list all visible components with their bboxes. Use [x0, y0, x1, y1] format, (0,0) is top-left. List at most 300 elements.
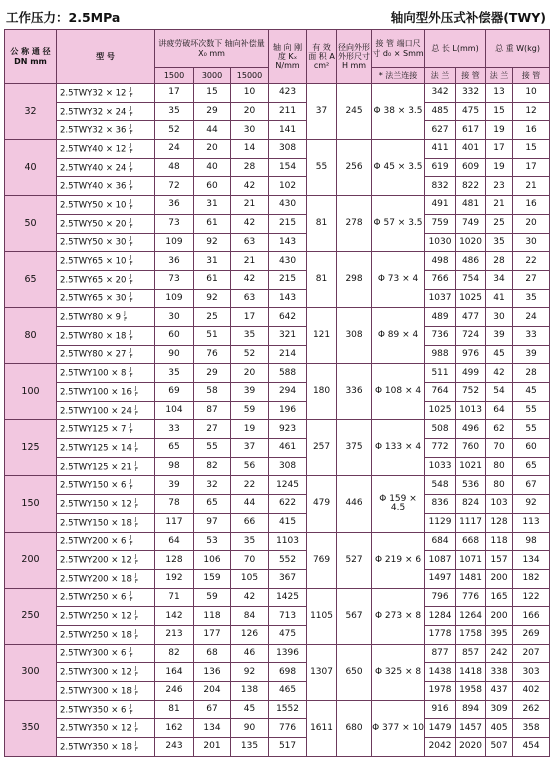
jf-mark-j: J [129, 479, 132, 486]
wf-cell: 28 [486, 252, 513, 271]
lp-cell: 1021 [456, 457, 486, 476]
connect-cell: Φ 325 × 8 [372, 644, 425, 700]
wp-cell: 17 [513, 158, 550, 177]
table-row [5, 102, 550, 121]
c3000-cell: 67 [194, 700, 231, 719]
lp-cell: 754 [456, 270, 486, 289]
c15000-cell: 138 [231, 682, 269, 701]
wp-cell: 33 [513, 326, 550, 345]
lp-cell: 1418 [456, 663, 486, 682]
jf-mark-j: J [134, 554, 137, 561]
lp-cell: 1020 [456, 233, 486, 252]
c3000-cell: 20 [194, 140, 231, 159]
jf-mark-j: J [129, 329, 132, 336]
jf-mark-j: J [134, 740, 137, 747]
kx-cell: 517 [269, 738, 307, 757]
wf-cell: 128 [486, 513, 513, 532]
c1500-cell: 117 [155, 513, 194, 532]
od-cell: 446 [337, 476, 372, 532]
lf-cell: 764 [425, 383, 456, 402]
model-cell [57, 196, 155, 215]
model-cell [57, 308, 155, 327]
wp-cell: 16 [513, 121, 550, 140]
wf-cell: 15 [486, 102, 513, 121]
lf-cell: 832 [425, 177, 456, 196]
table-row [5, 401, 550, 420]
lf-cell: 1033 [425, 457, 456, 476]
lp-cell: 609 [456, 158, 486, 177]
jf-mark [129, 591, 132, 603]
jf-mark-j: J [129, 647, 132, 654]
wp-cell: 16 [513, 196, 550, 215]
c3000-cell: 60 [194, 177, 231, 196]
wf-cell: 200 [486, 569, 513, 588]
model-text: 2.5TWY125 × 14 [60, 443, 132, 454]
c1500-cell: 246 [155, 682, 194, 701]
c15000-cell: 63 [231, 233, 269, 252]
kx-cell: 588 [269, 364, 307, 383]
lf-cell: 684 [425, 532, 456, 551]
c15000-cell: 19 [231, 420, 269, 439]
lf-cell: 2042 [425, 738, 456, 757]
table-row [5, 233, 550, 252]
c3000-cell: 29 [194, 364, 231, 383]
wf-cell: 62 [486, 420, 513, 439]
od-cell: 256 [337, 140, 372, 196]
jf-mark-j: J [134, 610, 137, 617]
c1500-cell: 213 [155, 625, 194, 644]
table-row [5, 383, 550, 402]
model-cell [57, 345, 155, 364]
table-row [5, 682, 550, 701]
table-row [5, 345, 550, 364]
model-text: 2.5TWY50 × 30 [60, 237, 127, 248]
jf-mark-j: J [129, 292, 132, 299]
jf-mark-f: F [129, 148, 133, 155]
area-cell: 257 [307, 420, 337, 476]
lf-cell: 508 [425, 420, 456, 439]
c3000-cell: 44 [194, 121, 231, 140]
c3000-cell: 31 [194, 196, 231, 215]
model-cell [57, 177, 155, 196]
model-text: 2.5TWY50 × 20 [60, 219, 127, 230]
model-text: 2.5TWY350 × 6 [60, 705, 127, 716]
wf-cell: 70 [486, 439, 513, 458]
c1500-cell: 35 [155, 102, 194, 121]
kx-cell: 776 [269, 719, 307, 738]
c1500-cell: 162 [155, 719, 194, 738]
model-text: 2.5TWY125 × 7 [60, 424, 127, 435]
c3000-cell: 55 [194, 439, 231, 458]
wf-cell: 118 [486, 532, 513, 551]
c15000-cell: 28 [231, 158, 269, 177]
jf-mark-j: J [129, 535, 132, 542]
lf-cell: 1438 [425, 663, 456, 682]
c1500-cell: 30 [155, 308, 194, 327]
kx-cell: 308 [269, 457, 307, 476]
jf-mark [135, 722, 138, 734]
c3000-cell: 15 [194, 84, 231, 103]
jf-mark-j: J [134, 572, 137, 579]
model-cell [57, 121, 155, 140]
model-cell [57, 551, 155, 570]
jf-mark-j: J [134, 666, 137, 673]
lf-cell: 1497 [425, 569, 456, 588]
stiffness-header: 轴 向 刚 度 Kₓ N/mm [269, 30, 307, 84]
model-cell [57, 326, 155, 345]
model-cell [57, 270, 155, 289]
jf-mark [129, 479, 132, 491]
model-text: 2.5TWY40 × 24 [60, 163, 127, 174]
header-bar [6, 8, 546, 26]
table-row [5, 84, 550, 103]
lf-cell: 411 [425, 140, 456, 159]
jf-mark-f: F [129, 429, 133, 436]
lf-cell: 342 [425, 84, 456, 103]
lp-cell: 481 [456, 196, 486, 215]
kx-cell: 215 [269, 270, 307, 289]
wf-cell: 64 [486, 401, 513, 420]
wf-cell: 80 [486, 476, 513, 495]
c15000-cell: 42 [231, 270, 269, 289]
lp-cell: 752 [456, 383, 486, 402]
table-row [5, 476, 550, 495]
model-cell [57, 569, 155, 588]
lf-cell: 836 [425, 495, 456, 514]
kx-cell: 642 [269, 308, 307, 327]
table-row [5, 551, 550, 570]
wf-cell: 34 [486, 270, 513, 289]
model-cell [57, 607, 155, 626]
model-text: 2.5TWY250 × 6 [60, 592, 127, 603]
jf-mark-f: F [129, 186, 133, 193]
c1500-cell: 69 [155, 383, 194, 402]
model-text: 2.5TWY150 × 6 [60, 480, 127, 491]
c1500-cell: 128 [155, 551, 194, 570]
model-text: 2.5TWY350 × 12 [60, 723, 132, 734]
lp-cell: 976 [456, 345, 486, 364]
wp-cell: 20 [513, 214, 550, 233]
kx-cell: 430 [269, 252, 307, 271]
jf-mark-f: F [129, 541, 133, 548]
model-cell [57, 513, 155, 532]
dn-cell: 80 [5, 308, 57, 364]
kx-cell: 923 [269, 420, 307, 439]
lp-cell: 1958 [456, 682, 486, 701]
wp-cell: 28 [513, 364, 550, 383]
kx-cell: 430 [269, 196, 307, 215]
jf-mark-j: J [129, 161, 132, 168]
c15000-cell: 35 [231, 532, 269, 551]
table-row [5, 644, 550, 663]
kx-cell: 698 [269, 663, 307, 682]
model-text: 2.5TWY200 × 18 [60, 574, 132, 585]
connect-cell: Φ 133 × 4 [372, 420, 425, 476]
dn-header: 公 称 通 径 DN mm [5, 30, 57, 84]
lp-cell: 2020 [456, 738, 486, 757]
c3000-cell: 29 [194, 102, 231, 121]
lf-cell: 1030 [425, 233, 456, 252]
lf-cell: 877 [425, 644, 456, 663]
table-row [5, 513, 550, 532]
table-row [5, 214, 550, 233]
c3000-cell: 53 [194, 532, 231, 551]
lp-cell: 760 [456, 439, 486, 458]
wp-cell: 207 [513, 644, 550, 663]
lf-cell: 1978 [425, 682, 456, 701]
model-cell [57, 439, 155, 458]
wf-cell: 39 [486, 326, 513, 345]
model-text: 2.5TWY32 × 12 [60, 88, 127, 99]
lp-cell: 475 [456, 102, 486, 121]
od-cell: 245 [337, 84, 372, 140]
jf-mark [129, 330, 132, 342]
kx-cell: 552 [269, 551, 307, 570]
model-cell [57, 532, 155, 551]
model-text: 2.5TWY50 × 10 [60, 200, 127, 211]
model-text: 2.5TWY80 × 9 [60, 312, 122, 323]
model-text: 2.5TWY32 × 24 [60, 107, 127, 118]
c3000-cell: 118 [194, 607, 231, 626]
kx-cell: 461 [269, 439, 307, 458]
c1500-cell: 109 [155, 289, 194, 308]
c3000-cell: 61 [194, 214, 231, 233]
kx-cell: 143 [269, 233, 307, 252]
area-cell: 55 [307, 140, 337, 196]
kx-cell: 102 [269, 177, 307, 196]
jf-mark-j: J [129, 198, 132, 205]
area-cell: 769 [307, 532, 337, 588]
lf-cell: 766 [425, 270, 456, 289]
model-text: 2.5TWY40 × 12 [60, 144, 127, 155]
model-text: 2.5TWY350 × 18 [60, 742, 132, 753]
jf-mark-j: J [134, 441, 137, 448]
dn-cell: 300 [5, 644, 57, 700]
c15000-cell: 90 [231, 719, 269, 738]
lp-cell: 1117 [456, 513, 486, 532]
lf-cell: 485 [425, 102, 456, 121]
table-row [5, 289, 550, 308]
connect-cell: Φ 273 × 8 [372, 588, 425, 644]
wp-cell: 10 [513, 84, 550, 103]
model-text: 2.5TWY100 × 24 [60, 406, 132, 417]
lf-cell: 1778 [425, 625, 456, 644]
kx-cell: 423 [269, 84, 307, 103]
dn-cell: 125 [5, 420, 57, 476]
dn-cell: 32 [5, 84, 57, 140]
jf-mark-j: J [129, 86, 132, 93]
model-cell [57, 214, 155, 233]
kx-cell: 465 [269, 682, 307, 701]
wf-cell: 13 [486, 84, 513, 103]
connect-cell: Φ 45 × 3.5 [372, 140, 425, 196]
connect-cell: Φ 57 × 3.5 [372, 196, 425, 252]
jf-mark-j: J [129, 423, 132, 430]
jf-mark-f: F [129, 335, 133, 342]
model-cell [57, 140, 155, 159]
jf-mark-j: J [129, 180, 132, 187]
c1500-cell: 164 [155, 663, 194, 682]
wp-cell: 98 [513, 532, 550, 551]
c15000-cell: 126 [231, 625, 269, 644]
model-text: 2.5TWY80 × 18 [60, 331, 127, 342]
table-row [5, 457, 550, 476]
wf-cell: 405 [486, 719, 513, 738]
table-row [5, 121, 550, 140]
c1500-cell: 36 [155, 252, 194, 271]
od-cell: 298 [337, 252, 372, 308]
cycles-3000-header: 3000 [194, 68, 231, 84]
jf-mark-j: J [134, 628, 137, 635]
jf-mark-f: F [129, 261, 133, 268]
lp-cell: 824 [456, 495, 486, 514]
jf-mark [129, 274, 132, 286]
model-cell [57, 420, 155, 439]
table-row [5, 364, 550, 383]
model-cell [57, 84, 155, 103]
wp-cell: 358 [513, 719, 550, 738]
c1500-cell: 24 [155, 140, 194, 159]
table-head [5, 30, 550, 84]
c3000-cell: 40 [194, 158, 231, 177]
wf-cell: 17 [486, 140, 513, 159]
c3000-cell: 136 [194, 663, 231, 682]
lf-cell: 1284 [425, 607, 456, 626]
model-text: 2.5TWY80 × 27 [60, 349, 127, 360]
spec-table [4, 29, 550, 757]
jf-mark-j: J [129, 217, 132, 224]
c15000-cell: 56 [231, 457, 269, 476]
kx-cell: 475 [269, 625, 307, 644]
wp-cell: 12 [513, 102, 550, 121]
connect-cell: Φ 377 × 10 [372, 700, 425, 756]
lp-cell: 332 [456, 84, 486, 103]
model-cell [57, 233, 155, 252]
lp-cell: 401 [456, 140, 486, 159]
jf-mark-f: F [129, 204, 133, 211]
wp-cell: 113 [513, 513, 550, 532]
lf-cell: 796 [425, 588, 456, 607]
jf-mark-j: J [129, 367, 132, 374]
area-cell: 1307 [307, 644, 337, 700]
connect-subheader: * 法兰连接 [372, 68, 425, 84]
jf-mark-j: J [124, 311, 126, 318]
c1500-cell: 192 [155, 569, 194, 588]
model-text: 2.5TWY125 × 21 [60, 462, 132, 473]
model-cell [57, 102, 155, 121]
c1500-cell: 98 [155, 457, 194, 476]
wp-cell: 24 [513, 308, 550, 327]
jf-mark [129, 180, 132, 192]
table-row [5, 719, 550, 738]
wp-cell: 262 [513, 700, 550, 719]
jf-mark-f: F [134, 560, 139, 567]
wp-cell: 303 [513, 663, 550, 682]
lf-cell: 548 [425, 476, 456, 495]
wp-cell: 30 [513, 233, 550, 252]
c1500-cell: 35 [155, 364, 194, 383]
c15000-cell: 59 [231, 401, 269, 420]
jf-mark-j: J [134, 516, 137, 523]
lf-cell: 489 [425, 308, 456, 327]
wf-cell: 30 [486, 308, 513, 327]
area-cell: 81 [307, 252, 337, 308]
wf-cell: 80 [486, 457, 513, 476]
c1500-cell: 73 [155, 214, 194, 233]
c3000-cell: 106 [194, 551, 231, 570]
kx-cell: 294 [269, 383, 307, 402]
jf-mark-f: F [134, 672, 139, 679]
jf-mark [129, 106, 132, 118]
model-cell [57, 476, 155, 495]
jf-mark-f: F [124, 317, 128, 324]
jf-mark-f: F [129, 111, 133, 118]
wp-cell: 45 [513, 383, 550, 402]
table-row [5, 439, 550, 458]
lf-cell: 511 [425, 364, 456, 383]
c15000-cell: 21 [231, 196, 269, 215]
jf-mark-f: F [129, 92, 133, 99]
wp-cell: 35 [513, 289, 550, 308]
table-row [5, 607, 550, 626]
wf-cell: 437 [486, 682, 513, 701]
model-text: 2.5TWY32 × 36 [60, 125, 127, 136]
jf-mark-j: J [134, 497, 137, 504]
dn-cell: 65 [5, 252, 57, 308]
jf-mark [124, 311, 127, 323]
c1500-cell: 33 [155, 420, 194, 439]
c1500-cell: 104 [155, 401, 194, 420]
area-cell: 121 [307, 308, 337, 364]
kx-cell: 154 [269, 158, 307, 177]
jf-mark-j: J [129, 348, 132, 355]
jf-mark [129, 535, 132, 547]
wp-cell: 15 [513, 140, 550, 159]
od-header: 径向外形 外形尺寸 H mm [337, 30, 372, 84]
jf-mark [129, 124, 132, 136]
model-text: 2.5TWY300 × 12 [60, 667, 132, 678]
model-cell [57, 719, 155, 738]
c15000-cell: 84 [231, 607, 269, 626]
wp-cell: 22 [513, 252, 550, 271]
lp-cell: 477 [456, 308, 486, 327]
kx-cell: 214 [269, 345, 307, 364]
c1500-cell: 65 [155, 439, 194, 458]
model-text: 2.5TWY200 × 6 [60, 536, 127, 547]
jf-mark [135, 442, 138, 454]
table-row [5, 569, 550, 588]
connect-header: 接 管 端口尺寸 d₀ × Smm [372, 30, 425, 68]
displacement-header: 讲疲劳破坏次数下 轴向补偿量 X₀ mm [155, 30, 269, 68]
weight-header: 总 重 W(kg) [486, 30, 550, 68]
lf-cell: 988 [425, 345, 456, 364]
lp-cell: 496 [456, 420, 486, 439]
model-text: 2.5TWY200 × 12 [60, 555, 132, 566]
jf-mark [135, 461, 138, 473]
c3000-cell: 92 [194, 233, 231, 252]
c3000-cell: 68 [194, 644, 231, 663]
jf-mark-f: F [134, 578, 139, 585]
jf-mark-f: F [129, 130, 133, 137]
c15000-cell: 45 [231, 700, 269, 719]
lp-cell: 749 [456, 214, 486, 233]
jf-mark-f: F [134, 616, 139, 623]
c1500-cell: 71 [155, 588, 194, 607]
c1500-cell: 48 [155, 158, 194, 177]
model-cell [57, 289, 155, 308]
lp-cell: 1013 [456, 401, 486, 420]
model-header: 型 号 [57, 30, 155, 84]
